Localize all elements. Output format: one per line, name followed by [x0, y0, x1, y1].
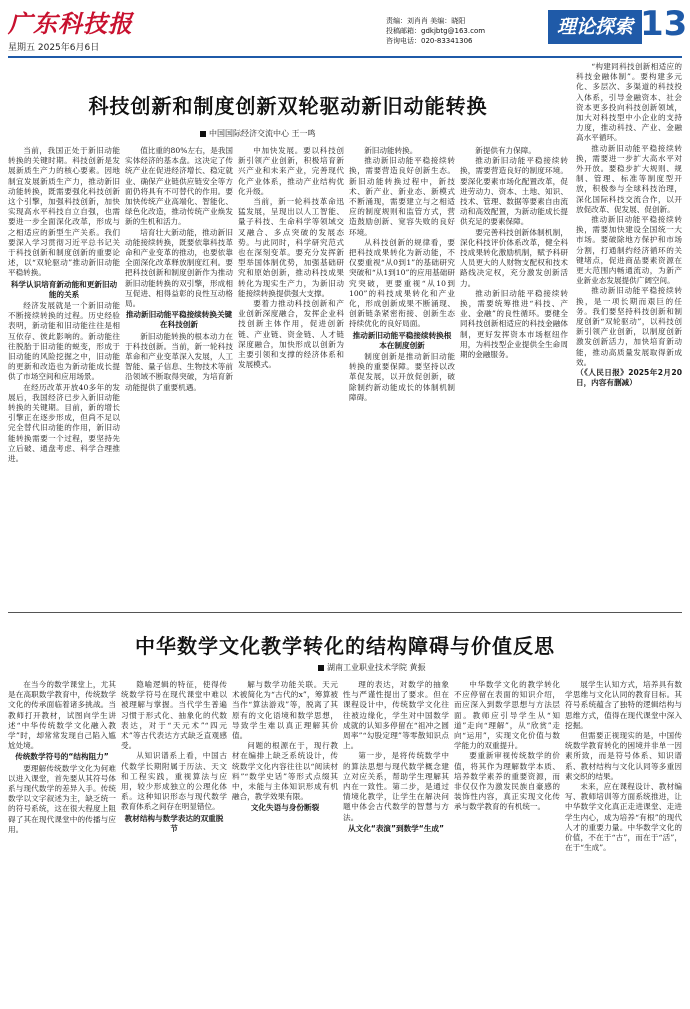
article1-column-6 — [576, 62, 682, 608]
subheading: 从文化“表演”到数学“生成” — [348, 823, 444, 833]
article2-author: 湖南工业职业技术学院 黄振 — [327, 663, 426, 672]
page-number: 13 — [640, 4, 688, 44]
paragraph: 当前，我国正处于新旧动能转换的关键时期。科技创新是发展新质生产力的核心要素。因地制宜发展新质生产力，推动新旧动能转换，既需要强化科技创新这个引擎，加强科技创新，加快实现高水平科技自立自强，也需要进一步全面深化改革，形成与之相适应的新型生产关系。我们要深入学习贯彻习近平总书记关于科技创新和制度创新的重要论述，以“双轮驱动”推动新旧动能平稳转换。 — [8, 146, 120, 278]
paragraph: 问题的根源在于，现行教材在编排上缺乏系统设计，传统数学文化内容往往以“阅读材料”“数学史话”等形式点缀其中，未能与主体知识形成有机融合，教学效果有限。 — [232, 741, 338, 802]
article1-column-5 — [460, 146, 568, 602]
paragraph: 隐喻逻辑的特征，使得传统数学符号在现代课堂中难以被理解与掌握。当代学生普遍习惯于形式化、抽象化的代数表达，对于“天元术”“四元术”等古代表达方式缺乏直观感受。 — [121, 680, 227, 751]
paragraph: 推动新旧动能平稳接续转换，需要营造良好创新生态。新旧动能转换过程中，新技术、新产业、新业态、新模式不断涌现，需要建立与之相适应的制度规则和监管方式，营造鼓励创新、宽容失败的良好环境。 — [349, 156, 455, 237]
paragraph: 未来，应在课程设计、教材编写、教师培训等方面系统推进，让中华数学文化真正走进课堂、走进学生内心，成为培养“有根”的现代人才的重要力量。中华数学文化的价值，不在于“古”，而在于“活”，在于“生成”。 — [565, 782, 682, 853]
paragraph: 在当今的数学课堂上，尤其是在高职数学教育中，传统数学文化的传承面临着诸多挑战。当教师打开教材，试图向学生讲述“中华传统数学文化融入教学”时，却常常发现自己陷入尴尬处境。 — [8, 680, 116, 751]
paragraph: 在经历改革开放40多年的发展后，我国经济已步入新旧动能转换的关键期。目前，新的增长引擎正在逐步形成，但尚不足以完全替代旧动能的作用，新旧动能转换需要一个过程，要坚持先立后破、通盘考虑、科学合理推进。 — [8, 382, 120, 464]
paragraph: 新提供有力保障。 — [475, 146, 536, 155]
paragraph: 要重新审视传统数学的价值，将其作为理解数学本质、培养数学素养的重要资源，而非仅仅作为激发民族自豪感的装饰性内容，真正实现文化传承与数学教育的有机统一。 — [454, 751, 560, 812]
publication-date: 星期五 2025年6月6日 — [8, 43, 100, 53]
paragraph: 从科技创新的规律看，要把科技成果转化为新动能，不仅要重视“从0到1”的基础研究突破和“从1到10”的应用基础研究突破，更要重视“从10到100”的科技成果转化和产业化，形成创新成果不断涌现、创新链条紧密衔接、创新生态持续优化的良好局面。 — [349, 237, 455, 329]
paragraph: 新旧动能转换的根本动力在于科技创新。当前，新一轮科技革命和产业变革深入发展，人工智能、量子信息、生物技术等前沿领域不断取得突破，为培育新动能提供了重要机遇。 — [125, 331, 233, 392]
article-divider — [8, 612, 682, 613]
editor-info — [386, 16, 485, 46]
subheading: 教材结构与数学表达的双重脱节 — [124, 813, 224, 833]
subheading: 科学认识培育新动能和更新旧动能的关系 — [10, 279, 118, 299]
phone-line: 咨询电话：020-83341306 — [386, 37, 473, 45]
article1-column-1 — [8, 146, 120, 602]
article1-column-2 — [125, 146, 233, 602]
masthead-logo: 广东科技报 — [8, 9, 133, 38]
article2-column-5 — [454, 680, 560, 1005]
paragraph: 推动新旧动能平稳接续转换，需要营造良好的制度环境。要深化要素市场化配置改革，促进劳动力、资本、土地、知识、技术、管理、数据等要素自由流动和高效配置，为新动能成长提供充足的要素保障。 — [460, 156, 568, 227]
square-bullet-icon — [318, 665, 324, 671]
paragraph: 要着力推动科技创新和产业创新深度融合，发挥企业科技创新主体作用，促进创新链、产业链、资金链、人才链深度融合，加快形成以创新为主要引领和支撑的经济体系和发展模式。 — [238, 299, 344, 370]
paragraph: 推动新旧动能平稳接续转换，需要统筹推进“科技、产业、金融”的良性循环。要健全同科技创新相适应的科技金融体制，更好发挥资本市场枢纽作用，为科技型企业提供全生命周期的金融服务。 — [460, 288, 568, 360]
page-header — [0, 0, 690, 58]
paragraph: 中华数学文化的教学转化不应停留在表面的知识介绍，而应深入到数学思想与方法层面。教师应引导学生从“知道”走向“理解”，从“欣赏”走向“运用”，实现文化价值与数学能力的双重提升。 — [454, 680, 560, 751]
subheading: 推动新旧动能平稳接续转换关键在科技创新 — [125, 310, 233, 330]
paragraph: 但需要正视现实的是，中国传统数学教育转化的困境并非单一因素所致，而是符号体系、知识谱系、教材结构与文化认同等多重因素交织的结果。 — [565, 731, 682, 781]
paragraph: 值比重的80%左右，是我国实体经济的基本盘。这决定了传统产业在促进经济增长、稳定就业、确保产业链供应链安全等方面仍将具有不可替代的作用。要加快传统产业高端化、智能化、绿色化改造，推动传统产业焕发新的生机和活力。 — [125, 146, 233, 227]
paragraph: 中加快发展。要以科技创新引领产业创新，积极培育新兴产业和未来产业，完善现代化产业体系，推动产业结构优化升级。 — [238, 146, 344, 196]
paragraph: 要完善科技创新体制机制，深化科技评价体系改革，健全科技成果转化激励机制，赋予科研人员更大的人财物支配权和技术路线决定权，充分激发创新活力。 — [460, 227, 568, 288]
paragraph: 理的表达，对数学的抽象性与严谨性提出了要求。但在课程设计中，传统数学文化往往被边缘化，学生对中国数学成就的认知多停留在“祖冲之圆周率”“勾股定理”等零散知识点上。 — [343, 680, 449, 751]
paragraph: 解与数学功能关联。天元术被简化为“古代的x”，筹算被当作“算法游戏”等，脱离了其原有的文化语境和数学思想，导致学生难以真正理解其价值。 — [232, 680, 338, 741]
article1-column-4 — [349, 146, 455, 602]
article2-column-4 — [343, 680, 449, 1005]
article2-title: 中华数学文化教学转化的结构障碍与价值反思 — [135, 634, 555, 658]
paragraph: 第一步，是将传统数学中的算法思想与现代数学概念建立对应关系，帮助学生理解其内在一致性。第二步，是通过情境化教学，让学生在解决问题中体会古代数学的智慧与方法。 — [343, 751, 449, 822]
article2-column-6 — [565, 680, 682, 1005]
article1-column-3 — [238, 146, 344, 602]
paragraph: 培育壮大新动能，推动新旧动能接续转换，既要依靠科技革命和产业变革的推动，也要依靠全面深化改革释放制度红利。要把科技创新和制度创新作为推动新旧动能转换的双引擎，形成相互促进、相得益彰的良性互动格局。 — [125, 227, 233, 309]
article2-column-3 — [232, 680, 338, 1005]
paragraph: 新旧动能转换。 — [364, 146, 418, 155]
editor-line: 责编：刘肖肖 美编：晓阳 — [386, 17, 466, 25]
article2-byline — [318, 662, 426, 673]
paragraph: 从知识谱系上看，中国古代数学长期附属于历法、天文和工程实践，重视算法与应用，较少形成独立的公理化体系。这种知识形态与现代数学教育体系之间存在明显错位。 — [121, 751, 227, 812]
article1-author: 中国国际经济交流中心 王一鸣 — [209, 129, 316, 138]
paragraph: 经济发展就是一个新旧动能不断接续转换的过程。历史经验表明，新动能和旧动能往往是相互依存、彼此影响的。新动能往往脱胎于旧动能的蜕变，形成于旧动能的风险挖掘之中，旧动能的更新和改造也为新动能成长提供了市场空间和应用场景。 — [8, 301, 120, 382]
paragraph: 推动新旧动能平稳接续转换，需要进一步扩大高水平对外开放。要稳步扩大规则、规制、管理、标准等制度型开放，积极参与全球科技治理，深化国际科技交流合作，以开放促改革、促发展、促创新。 — [576, 143, 682, 214]
subheading: 推动新旧动能平稳接续转换根本在制度创新 — [352, 330, 452, 350]
paragraph: 要理解传统数学文化为何难以进入课堂，首先要从其符号体系与现代数学的差异入手。传统数学以文字叙述为主，缺乏统一的符号系统，这在很大程度上阻碍了其在现代课堂中的传播与应用。 — [8, 763, 116, 834]
email-line: 投稿邮箱：gdkjbtg@163.com — [386, 27, 486, 35]
paragraph: 展学生认知方式，培养具有数学思维与文化认同的教育目标。其符号系统蕴含了独特的逻辑结构与思维方式，值得在现代课堂中深入挖掘。 — [565, 680, 682, 730]
article1-title: 科技创新和制度创新双轮驱动新旧动能转换 — [88, 94, 488, 118]
paragraph: 制度创新是推动新旧动能转换的重要保障。要坚持以改革促发展，以开放促创新，破除制约新动能成长的体制机制障碍。 — [349, 352, 455, 402]
article2-column-1 — [8, 680, 116, 1005]
header-rule — [8, 56, 682, 58]
paragraph: “构建同科技创新相适应的科技金融体制”。要构建多元化、多层次、多渠道的科技投入体系，引导金融资本、社会资本更多投向科技创新领域，加大对科技型中小企业的支持力度，推动科技、产业、金融高水平循环。 — [576, 62, 682, 143]
paragraph: 推动新旧动能平稳接续转换，是一项长期而艰巨的任务。我们要坚持科技创新和制度创新“双轮驱动”，以科技创新引领产业创新，以制度创新激发创新活力，加快培育新动能，推动高质量发展取得新成效。 — [576, 286, 682, 367]
section-tag: 理论探索 — [548, 10, 642, 44]
source-note: （《人民日报》2025年2月20日，内容有删减） — [576, 368, 682, 388]
subheading: 文化失语与身份断裂 — [250, 803, 320, 813]
subheading: 传统数学符号的“结构阻力” — [15, 752, 109, 762]
paragraph: 当前，新一轮科技革命迅猛发展，呈现出以人工智能、量子科技、生命科学等领域交叉融合、多点突破的发展态势。与此同时，科学研究范式也在深刻变革。要充分发挥新型举国体制优势，加强基础研究和原始创新，推动科技成果转化为现实生产力，为新旧动能接续转换提供强大支撑。 — [238, 197, 344, 298]
article1-byline — [200, 128, 316, 139]
paragraph: 推动新旧动能平稳接续转换，需要加快建设全国统一大市场。要破除地方保护和市场分割，打通制约经济循环的关键堵点，促进商品要素资源在更大范围内畅通流动，为新产业新业态发展提供广阔空间。 — [576, 215, 682, 286]
article2-column-2 — [121, 680, 227, 1005]
square-bullet-icon — [200, 131, 206, 137]
